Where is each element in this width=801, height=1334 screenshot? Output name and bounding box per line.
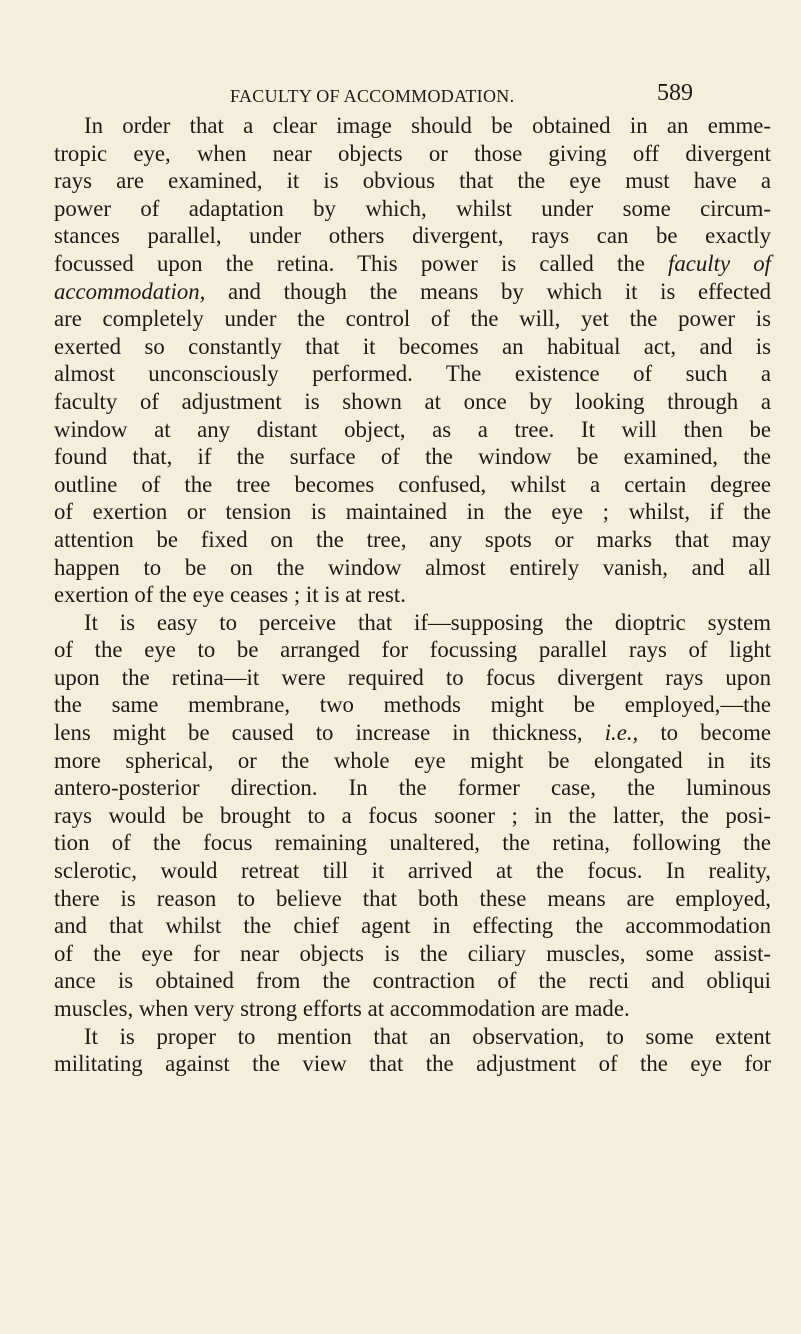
text-line xyxy=(54,195,771,223)
line-text: tropic eye, when near objects or those giving off divergent xyxy=(54,140,771,166)
line-text: upon the retina—it were required to focus divergent rays upon xyxy=(54,664,771,690)
line-text: rays would be brought to a focus sooner ; in the latter, the posi- xyxy=(54,802,771,828)
line-text: of exertion or tension is maintained in the eye ; whilst, if the xyxy=(54,499,771,525)
line-text: exertion of the eye ceases ; it is at rest. xyxy=(54,582,406,608)
line-text: and though the means by which it is effected xyxy=(228,278,771,304)
text-line xyxy=(54,140,771,168)
text-line xyxy=(54,554,771,582)
text-line xyxy=(54,1023,771,1051)
text-line xyxy=(54,995,771,1023)
text-line xyxy=(54,719,771,747)
text-line xyxy=(54,829,771,857)
line-text: of the eye to be arranged for focussing parallel rays of light xyxy=(54,637,771,663)
line-text: antero-posterior direction. In the former case, the luminous xyxy=(54,775,771,801)
line-text: more spherical, or the whole eye might be elongated in its xyxy=(54,747,771,773)
line-text: ance is obtained from the contraction of the recti and obliqui xyxy=(54,968,771,994)
line-text: happen to be on the window almost entirely vanish, and all xyxy=(54,554,771,580)
text-line xyxy=(54,581,771,609)
line-text: It is proper to mention that an observation, to some extent xyxy=(84,1023,771,1049)
text-line xyxy=(54,912,771,940)
text-line xyxy=(54,885,771,913)
text-line xyxy=(54,940,771,968)
line-text: attention be fixed on the tree, any spots or marks that may xyxy=(54,526,771,552)
text-line xyxy=(54,526,771,554)
line-text: rays are examined, it is obvious that the eye must have a xyxy=(54,168,771,194)
text-line xyxy=(54,222,771,250)
italic-phrase: accommodation, xyxy=(54,278,206,304)
text-line xyxy=(54,498,771,526)
line-text: In order that a clear image should be obtained in an emme- xyxy=(84,113,771,138)
line-text: to become xyxy=(660,720,772,746)
line-text: and that whilst the chief agent in effecting the accommodation xyxy=(54,913,771,939)
text-line xyxy=(54,360,771,388)
text-line xyxy=(54,774,771,802)
italic-phrase: faculty of xyxy=(668,250,771,276)
text-line xyxy=(54,112,771,140)
text-line xyxy=(54,250,771,278)
line-text: found that, if the surface of the window be examined, the xyxy=(54,444,771,470)
text-line xyxy=(54,388,771,416)
running-head xyxy=(0,80,801,112)
line-text: militating against the view that the adjustment of the eye for xyxy=(54,1051,771,1077)
line-text: focussed upon the retina. This power is called the xyxy=(54,250,645,276)
text-line xyxy=(54,471,771,499)
text-line xyxy=(54,443,771,471)
line-text: sclerotic, would retreat till it arrived at the focus. In reality, xyxy=(54,858,771,884)
line-text: there is reason to believe that both these means are employed, xyxy=(54,885,771,911)
line-text: the same membrane, two methods might be employed,—the xyxy=(54,692,771,718)
page-number: 589 xyxy=(657,80,693,106)
italic-phrase: i.e., xyxy=(604,720,639,746)
line-text: power of adaptation by which, whilst under some circum- xyxy=(54,195,771,221)
text-line xyxy=(54,802,771,830)
line-text: outline of the tree becomes confused, whilst a certain degree xyxy=(54,471,771,497)
text-line xyxy=(54,664,771,692)
text-line xyxy=(54,1050,771,1078)
line-text: faculty of adjustment is shown at once by looking through a xyxy=(54,388,771,414)
text-line xyxy=(54,857,771,885)
text-line xyxy=(54,609,771,637)
line-text: tion of the focus remaining unaltered, the retina, following the xyxy=(54,830,771,856)
text-line xyxy=(54,333,771,361)
text-line xyxy=(54,747,771,775)
line-text: stances parallel, under others divergent, rays can be exactly xyxy=(54,223,771,249)
line-text: lens might be caused to increase in thickness, xyxy=(54,720,583,746)
text-line xyxy=(54,167,771,195)
line-text: exerted so constantly that it becomes an habitual act, and is xyxy=(54,333,771,359)
text-line xyxy=(54,305,771,333)
running-title: FACULTY OF ACCOMMODATION. xyxy=(230,86,515,106)
text-line xyxy=(54,636,771,664)
text-line xyxy=(54,416,771,444)
line-text: muscles, when very strong efforts at accommodation are made. xyxy=(54,996,630,1021)
text-line xyxy=(54,967,771,995)
line-text: of the eye for near objects is the ciliary muscles, some assist- xyxy=(54,940,771,966)
text-line xyxy=(54,278,771,306)
text-line xyxy=(54,691,771,719)
line-text: are completely under the control of the will, yet the power is xyxy=(54,306,771,332)
body-text xyxy=(54,112,771,1078)
line-text: It is easy to perceive that if—supposing the dioptric system xyxy=(84,609,771,635)
line-text: window at any distant object, as a tree. It will then be xyxy=(54,416,771,442)
line-text: almost unconsciously performed. The existence of such a xyxy=(54,361,771,387)
